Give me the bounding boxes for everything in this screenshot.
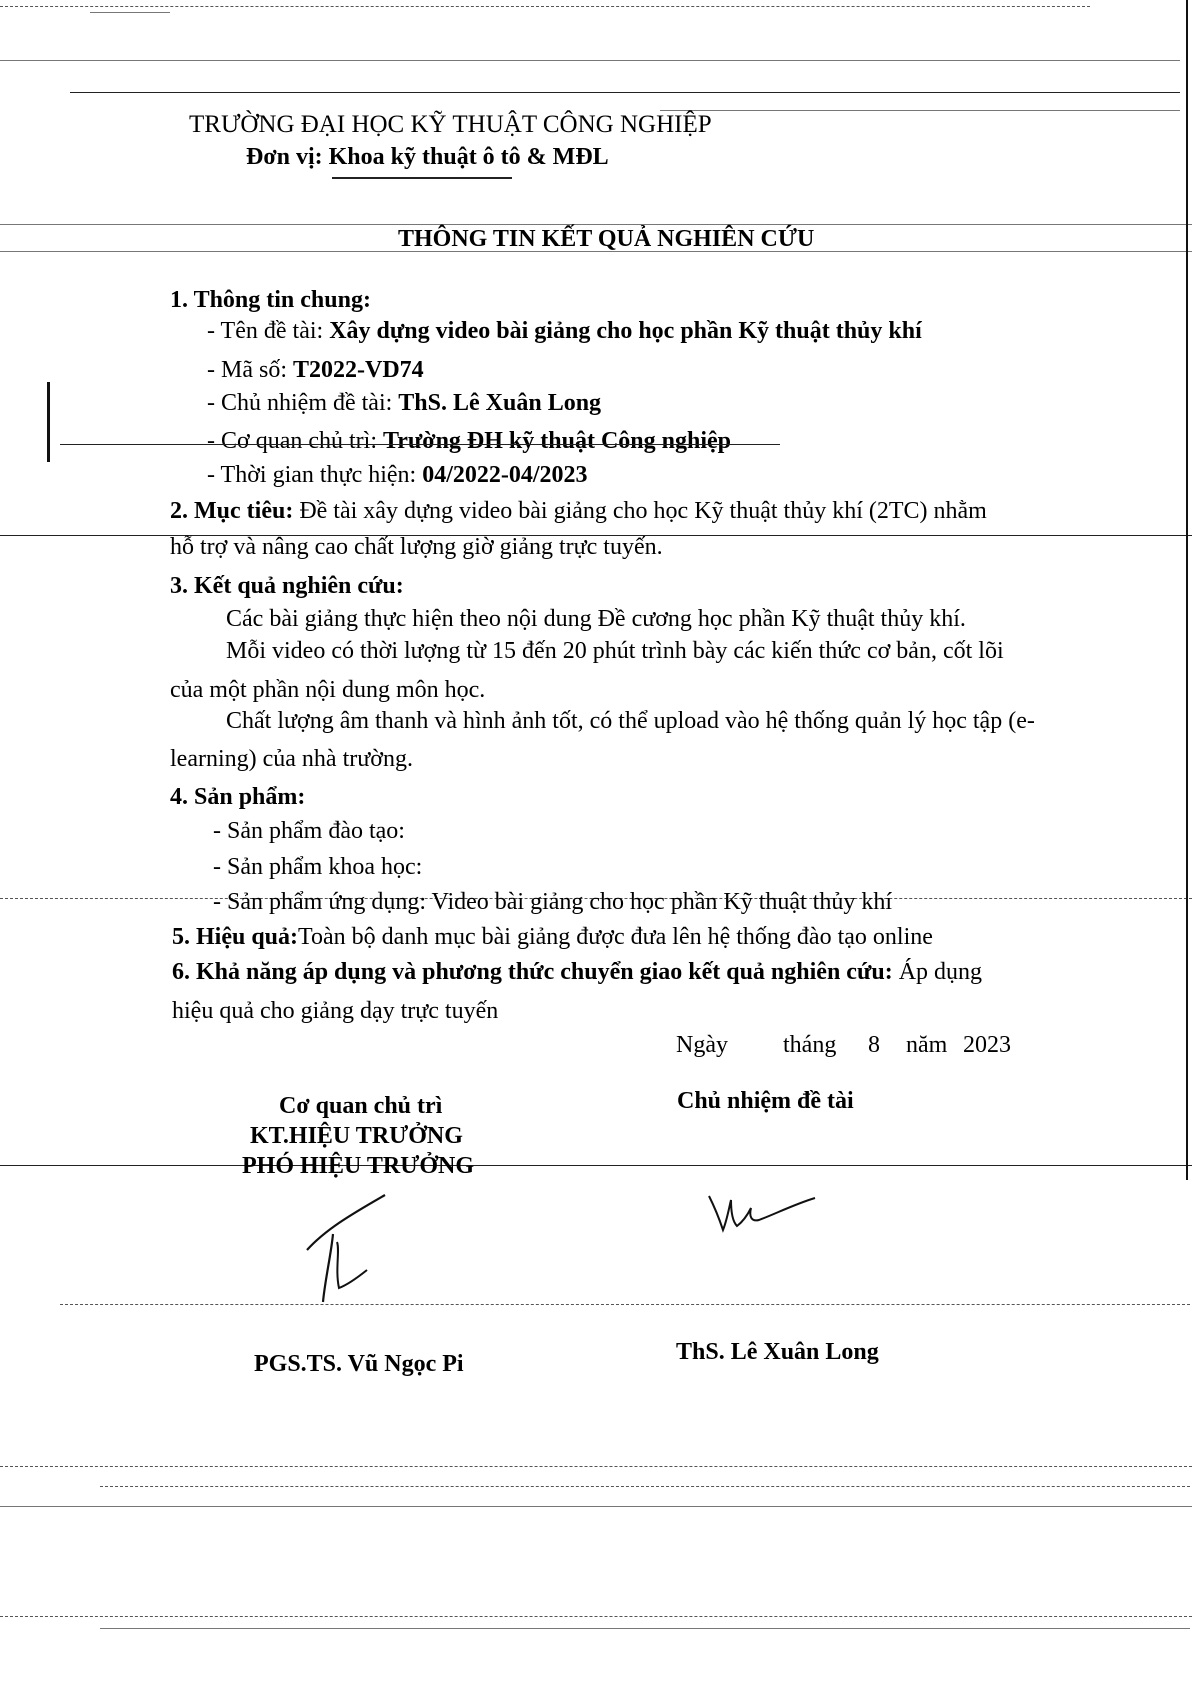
right-signature-icon xyxy=(705,1190,820,1240)
result-paragraph-2-line1: Mỗi video có thời lượng từ 15 đến 20 phút trình bày các kiến thức cơ bản, cốt lõi xyxy=(226,638,1004,664)
unit-value: Khoa kỹ thuật ô tô & MĐL xyxy=(328,144,609,170)
section-1-heading: 1. Thông tin chung: xyxy=(170,287,371,313)
date-month-label: tháng xyxy=(783,1032,837,1058)
unit-underline xyxy=(332,177,512,179)
product-science: - Sản phẩm khoa học: xyxy=(213,854,423,880)
section-6-heading: 6. Khả năng áp dụng và phương thức chuyển giao kết quả nghiên cứu: xyxy=(172,959,893,985)
date-day-label: Ngày xyxy=(676,1032,728,1058)
rector-delegate-title: KT.HIỆU TRƯỞNG xyxy=(250,1123,463,1149)
unit-label: Đơn vị: xyxy=(246,144,323,170)
scan-line xyxy=(100,1486,1190,1487)
result-paragraph-2-line2: của một phần nội dung môn học. xyxy=(170,677,486,703)
result-paragraph-1: Các bài giảng thực hiện theo nội dung Đề cương học phần Kỹ thuật thủy khí. xyxy=(226,606,966,632)
product-application: - Sản phẩm ứng dụng: Video bài giảng cho học phần Kỹ thuật thủy khí xyxy=(213,889,893,915)
scan-line xyxy=(70,92,1180,93)
section-2-heading: 2. Mục tiêu: xyxy=(170,498,294,524)
host-agency-value: Trường ĐH kỹ thuật Công nghiệp xyxy=(383,428,731,454)
leader-label: - Chủ nhiệm đề tài: xyxy=(207,390,399,416)
left-signature-icon xyxy=(295,1190,405,1305)
duration-value: 04/2022-04/2023 xyxy=(422,462,588,488)
duration-label: - Thời gian thực hiện: xyxy=(207,462,423,488)
date-year-label: năm xyxy=(906,1032,948,1058)
date-month-value: 8 xyxy=(868,1032,880,1058)
section-5-line xyxy=(172,922,933,952)
scan-line xyxy=(0,1466,1192,1467)
right-signer-name: ThS. Lê Xuân Long xyxy=(676,1339,879,1365)
section-5-heading: 5. Hiệu quả: xyxy=(172,924,299,950)
scan-line xyxy=(60,1304,1190,1305)
vice-rector-title: PHÓ HIỆU TRƯỞNG xyxy=(242,1153,475,1179)
product-training: - Sản phẩm đào tạo: xyxy=(213,818,405,844)
objective-text-line2: hỗ trợ và nâng cao chất lượng giờ giảng trực tuyến. xyxy=(170,534,663,560)
scan-line xyxy=(0,1165,1192,1166)
code-line xyxy=(207,355,424,385)
application-text: Áp dụng xyxy=(892,959,983,985)
code-label: - Mã số: xyxy=(207,357,293,383)
left-signer-name: PGS.TS. Vũ Ngọc Pi xyxy=(254,1351,464,1377)
leader-sign-title: Chủ nhiệm đề tài xyxy=(677,1088,854,1114)
scan-line xyxy=(660,110,1180,111)
school-name: TRƯỜNG ĐẠI HỌC KỸ THUẬT CÔNG NGHIỆP xyxy=(189,111,712,138)
page-edge-line xyxy=(1186,0,1188,1180)
scan-line xyxy=(100,1628,1190,1629)
section-6-line1 xyxy=(172,957,982,987)
scan-line xyxy=(0,1616,1192,1617)
section-4-heading: 4. Sản phẩm: xyxy=(170,784,306,810)
binding-mark xyxy=(47,382,50,462)
result-paragraph-3-line1: Chất lượng âm thanh và hình ảnh tốt, có thể upload vào hệ thống quản lý học tập (e- xyxy=(226,708,1035,734)
code-value: T2022-VD74 xyxy=(293,357,424,383)
strike-line xyxy=(60,444,780,445)
scan-line xyxy=(90,12,170,13)
topic-name-label: - Tên đề tài: xyxy=(207,318,330,344)
date-year-value: 2023 xyxy=(963,1032,1011,1058)
application-text-line2: hiệu quả cho giảng dạy trực tuyến xyxy=(172,998,499,1024)
topic-name-value: Xây dựng video bài giảng cho học phần Kỹ thuật thủy khí xyxy=(329,318,922,344)
scan-line xyxy=(0,6,1090,7)
result-paragraph-3-line2: learning) của nhà trường. xyxy=(170,746,413,772)
scan-line xyxy=(0,60,1180,61)
leader-line xyxy=(207,388,601,418)
unit-line xyxy=(246,142,609,172)
leader-value: ThS. Lê Xuân Long xyxy=(398,390,602,416)
scan-line xyxy=(0,1506,1192,1507)
host-agency-line xyxy=(207,426,731,456)
topic-name-line xyxy=(207,316,922,346)
host-agency-sign-title: Cơ quan chủ trì xyxy=(279,1093,443,1119)
document-title: THÔNG TIN KẾT QUẢ NGHIÊN CỨU xyxy=(398,226,815,252)
duration-line xyxy=(207,460,588,490)
section-3-heading: 3. Kết quả nghiên cứu: xyxy=(170,573,404,599)
efficiency-text: Toàn bộ danh mục bài giảng được đưa lên hệ thống đào tạo online xyxy=(298,924,933,950)
section-2-line1 xyxy=(170,496,987,526)
host-agency-label: - Cơ quan chủ trì: xyxy=(207,428,383,454)
objective-text: Đề tài xây dựng video bài giảng cho học Kỹ thuật thủy khí (2TC) nhằm xyxy=(293,498,987,524)
